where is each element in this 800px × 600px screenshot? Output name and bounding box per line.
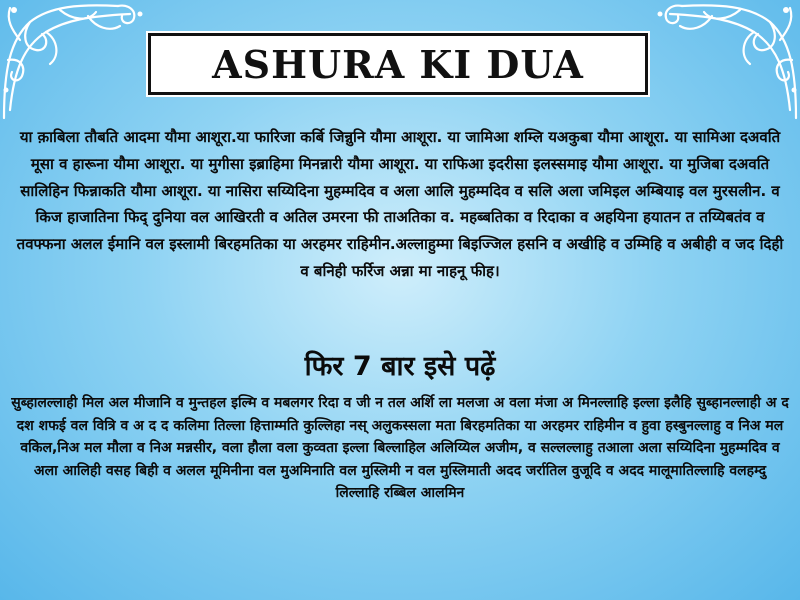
section-heading: फिर 7 बार इसे पढ़ें [304,351,496,382]
page-title: ASHURA KI DUA [212,41,584,87]
dua-paragraph: या क़ाबिला तौबति आदमा यौमा आशूरा.या फारिजा कर्बि जिन्नुनि यौमा आशूरा. या जामिआ शम्लि यअकुबा यौमा आशूरा. या सामिआ दअवति मूसा व हारूना यौमा आशूरा. या मुगीसा इब्राहिमा मिनन्नारी यौमा आशूरा. या राफिआ इदरीसा इलस्समाइ यौमा आशूरा. या मुजिबा दअवति सालिहिन फिन्नाकति यौमा आशूरा. या नासिरा सय्यिदिना मुहम्मदिव व अला आलि मुहम्मदिव व सलि अला जमिइल अम्बियाइ वल मुरसलीन. व किज हाजातिना फिद् दुनिया वल आखिरती व अतिल उमरना फी ताअतिका व. महब्बतिका व रिदाका व अहयिना हयातन त तय्यिबतंव व तवफ्फना अलल ईमानि वल इस्लामी बिरहमतिका या अरहमर राहिमीन.अल्लाहुम्मा बिइज्जिल हसनि व अखीहि व उम्मिहि व अबीही व जद दिही व बनिही फर्रिज अन्ना मा नाहनू फीह। [16,128,784,280]
corner-ornament-icon [640,0,800,120]
corner-ornament-icon [0,0,160,120]
dua-paragraph-repeat: सुब्हालल्लाही मिल अल मीजानि व मुन्तहल इल्मि व मबलगर रिदा व जी न तल अर्शि ला मलजा अ वला मंजा अ मिनल्लाहि इल्ला इलैहि सुब्हानल्लाही अ द दश शफई वल वित्रि व अ द द कलिमा तिल्ला हित्ताम्मति कुल्लिहा नस् अलुकस्सला मता बिरहमतिका या अरहमर राहिमीन व हुवा हस्बुनल्लाहु व निअ मल वकिल,निअ मल मौला व निअ मन्नसीर, वला हौला वला कुव्वता इल्ला बिल्लाहिल अलिय्यिल अजीम, व सल्लल्लाहु तआला अला सय्यिदिना मुहम्मदिव व अला आलिही वसह बिही व अलल मूमिनीना वल मुअमिनाति वल मुस्लिमी न वल मुस्लिमाती अदद जर्रातिल वुजूदि व अदद मालूमातिल्लाहि वलहम्दु लिल्लाहि रब्बिल आलमिन [11,395,789,501]
title-banner [148,33,648,95]
